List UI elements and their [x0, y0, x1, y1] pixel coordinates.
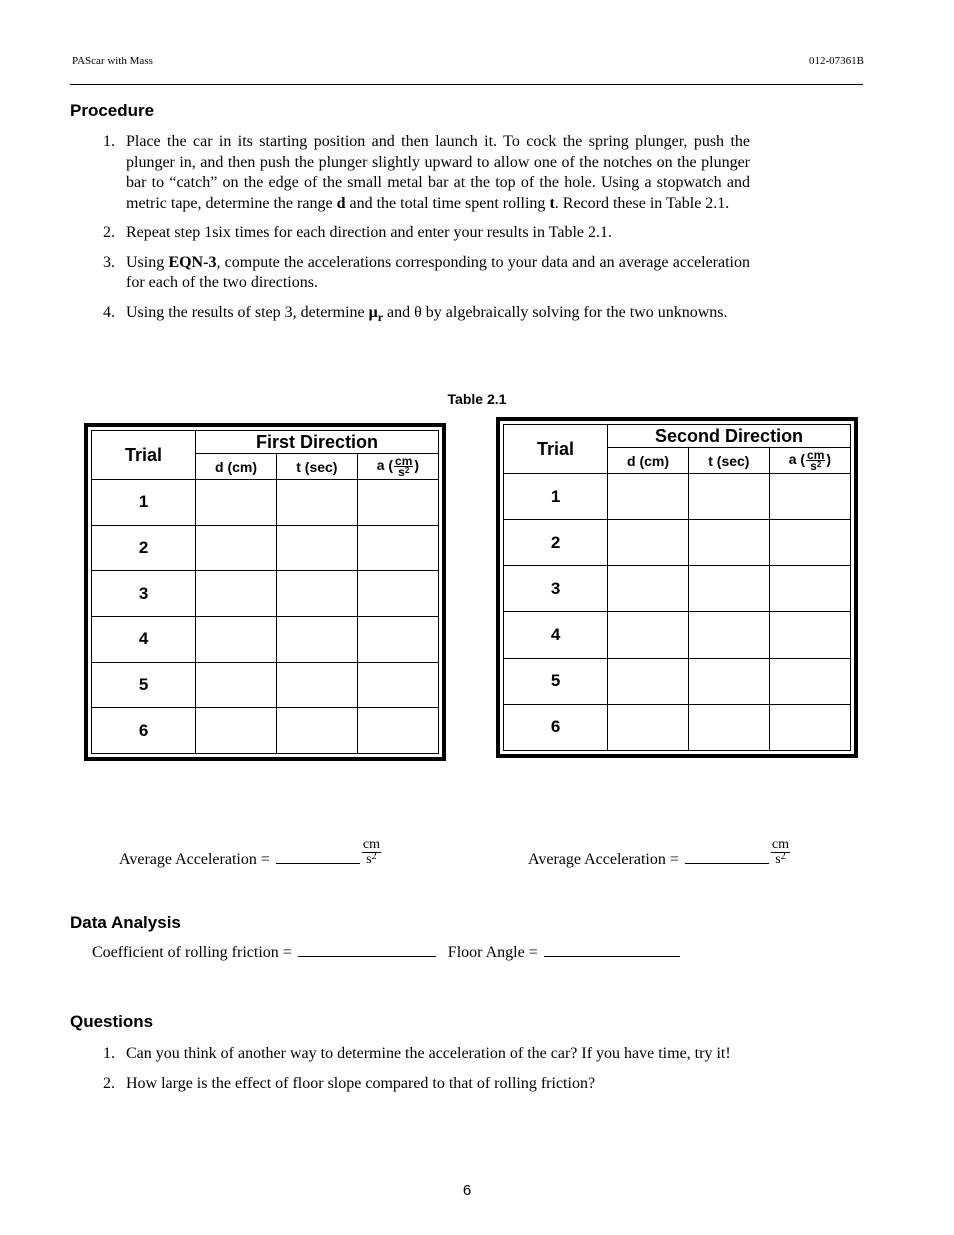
procedure-step [100, 132, 750, 214]
question-item [100, 1074, 736, 1095]
trial-number: 4 [92, 616, 196, 662]
acceleration-cell[interactable] [357, 616, 438, 662]
step-text: and the total time spent rolling [345, 194, 550, 212]
time-cell[interactable] [688, 566, 769, 612]
questions-heading: Questions [70, 1012, 154, 1031]
step-text: Using the results of step 3, determine [126, 303, 369, 321]
step-text: μ [368, 303, 378, 321]
distance-cell[interactable] [608, 658, 689, 704]
question-number: 2. [103, 1074, 115, 1092]
acceleration-cell[interactable] [769, 520, 850, 566]
trial-number: 1 [92, 480, 196, 526]
acceleration-cell[interactable] [357, 708, 438, 754]
table-row [92, 525, 439, 571]
trial-number: 6 [504, 704, 608, 750]
acceleration-cell[interactable] [357, 525, 438, 571]
time-cell[interactable] [688, 612, 769, 658]
step-text: Repeat step 1six times for each direction and enter your results in Table 2.1. [126, 224, 612, 241]
distance-column-header: d (cm) [196, 454, 277, 480]
procedure-step [100, 223, 750, 244]
question-number: 1. [103, 1045, 115, 1062]
step-text: EQN-3 [168, 253, 217, 271]
time-cell[interactable] [688, 520, 769, 566]
step-text: Using [126, 253, 169, 271]
first-direction-table [84, 423, 446, 761]
table-row [92, 480, 439, 526]
floor-angle-label: Floor Angle = [447, 944, 538, 961]
data-analysis-heading: Data Analysis [70, 913, 181, 932]
time-cell[interactable] [688, 658, 769, 704]
procedure-heading: Procedure [70, 101, 155, 120]
step-subscript: r [377, 309, 384, 324]
questions-list [100, 1044, 736, 1103]
table-row [504, 520, 851, 566]
step-text: Place the car in its starting position and then launch it. To cock the spring plunger, push the plunger in, and then push the plunger slightly upward to allow one of the notches on the plunger bar to “catch” on the edge of the small metal bar at the top of the hole. Using a stopwatch and metric tape, determine the range [126, 133, 750, 212]
second-direction-table [496, 417, 858, 758]
trial-column-header: Trial [504, 425, 608, 474]
acceleration-cell[interactable] [769, 612, 850, 658]
trial-number: 5 [92, 662, 196, 708]
table-row [504, 474, 851, 520]
time-cell[interactable] [276, 480, 357, 526]
time-column-header: t (sec) [688, 448, 769, 474]
acceleration-cell[interactable] [357, 571, 438, 617]
procedure-step [100, 303, 750, 328]
question-text: How large is the effect of floor slope compared to that of rolling friction? [126, 1074, 596, 1092]
time-column-header: t (sec) [276, 454, 357, 480]
step-number: 3. [103, 253, 115, 271]
acceleration-cell[interactable] [769, 704, 850, 750]
trial-number: 2 [92, 525, 196, 571]
step-text: . Record these in Table 2.1. [554, 194, 730, 212]
table-row [504, 704, 851, 750]
trial-table [91, 430, 439, 754]
time-cell[interactable] [276, 525, 357, 571]
table-row [504, 612, 851, 658]
table-row [92, 662, 439, 708]
distance-column-header: d (cm) [608, 448, 689, 474]
acceleration-cell[interactable] [357, 662, 438, 708]
distance-cell[interactable] [608, 520, 689, 566]
average-acceleration-second [528, 837, 790, 875]
average-label: Average Acceleration = [119, 851, 270, 869]
unit-fraction: $\frac{cm}{s^2}$ [771, 837, 789, 867]
step-text: d [336, 194, 346, 212]
acceleration-column-header: a ( $\frac{cm}{s^2}$ ) [357, 454, 438, 480]
acceleration-cell[interactable] [769, 658, 850, 704]
coefficient-label: Coefficient of rolling friction = [92, 944, 292, 961]
procedure-steps [100, 132, 750, 336]
distance-cell[interactable] [196, 662, 277, 708]
acceleration-cell[interactable] [357, 480, 438, 526]
time-cell[interactable] [276, 616, 357, 662]
time-cell[interactable] [276, 708, 357, 754]
trial-number: 4 [504, 612, 608, 658]
acceleration-cell[interactable] [769, 474, 850, 520]
table-row [504, 658, 851, 704]
step-number: 4. [103, 303, 115, 321]
distance-cell[interactable] [196, 708, 277, 754]
acceleration-column-header: a ( $\frac{cm}{s^2}$ ) [769, 448, 850, 474]
average-label: Average Acceleration = [528, 851, 679, 869]
acceleration-cell[interactable] [769, 566, 850, 612]
time-cell[interactable] [688, 704, 769, 750]
trial-number: 2 [504, 520, 608, 566]
step-number: 2. [103, 224, 115, 241]
trial-number: 6 [92, 708, 196, 754]
time-cell[interactable] [688, 474, 769, 520]
step-number: 1. [103, 133, 115, 150]
direction-header: First Direction [196, 431, 439, 454]
time-cell[interactable] [276, 662, 357, 708]
running-header-title: PAScar with Mass [72, 55, 153, 67]
question-item [100, 1044, 736, 1065]
distance-cell[interactable] [608, 566, 689, 612]
distance-cell[interactable] [196, 571, 277, 617]
distance-cell[interactable] [608, 612, 689, 658]
running-header-docnum: 012-07361B [809, 55, 864, 67]
step-text: and θ by algebraically solving for the two unknowns. [383, 303, 728, 321]
procedure-step [100, 253, 750, 294]
trial-column-header: Trial [92, 431, 196, 480]
time-cell[interactable] [276, 571, 357, 617]
average-acceleration-first [119, 837, 381, 875]
table-row [92, 616, 439, 662]
step-text: , compute the accelerations corresponding to your data and an average acceleration for each of the two directions. [126, 253, 750, 291]
page-number: 6 [462, 1182, 472, 1199]
distance-cell[interactable] [196, 480, 277, 526]
average-blank [685, 849, 769, 864]
header-rule [70, 84, 863, 85]
question-text: Can you think of another way to determine the acceleration of the car? If you have time, try it! [126, 1045, 731, 1062]
table-row [92, 571, 439, 617]
average-blank [276, 849, 360, 864]
floor-angle-blank [544, 942, 680, 957]
trial-number: 3 [504, 566, 608, 612]
acceleration-unit-fraction: $\frac{cm}{s^2}$ [807, 448, 825, 473]
trial-table [503, 424, 851, 751]
trial-number: 5 [504, 658, 608, 704]
step-text: t [549, 194, 555, 212]
distance-cell[interactable] [608, 704, 689, 750]
distance-cell[interactable] [196, 616, 277, 662]
distance-cell[interactable] [196, 525, 277, 571]
analysis-fields [92, 942, 680, 962]
trial-number: 3 [92, 571, 196, 617]
table-row [504, 566, 851, 612]
direction-header: Second Direction [608, 425, 851, 448]
coefficient-blank [298, 942, 436, 957]
unit-fraction: $\frac{cm}{s^2}$ [362, 837, 380, 867]
distance-cell[interactable] [608, 474, 689, 520]
acceleration-unit-fraction: $\frac{cm}{s^2}$ [395, 454, 413, 479]
table-caption: Table 2.1 [447, 391, 507, 407]
table-row [92, 708, 439, 754]
trial-number: 1 [504, 474, 608, 520]
